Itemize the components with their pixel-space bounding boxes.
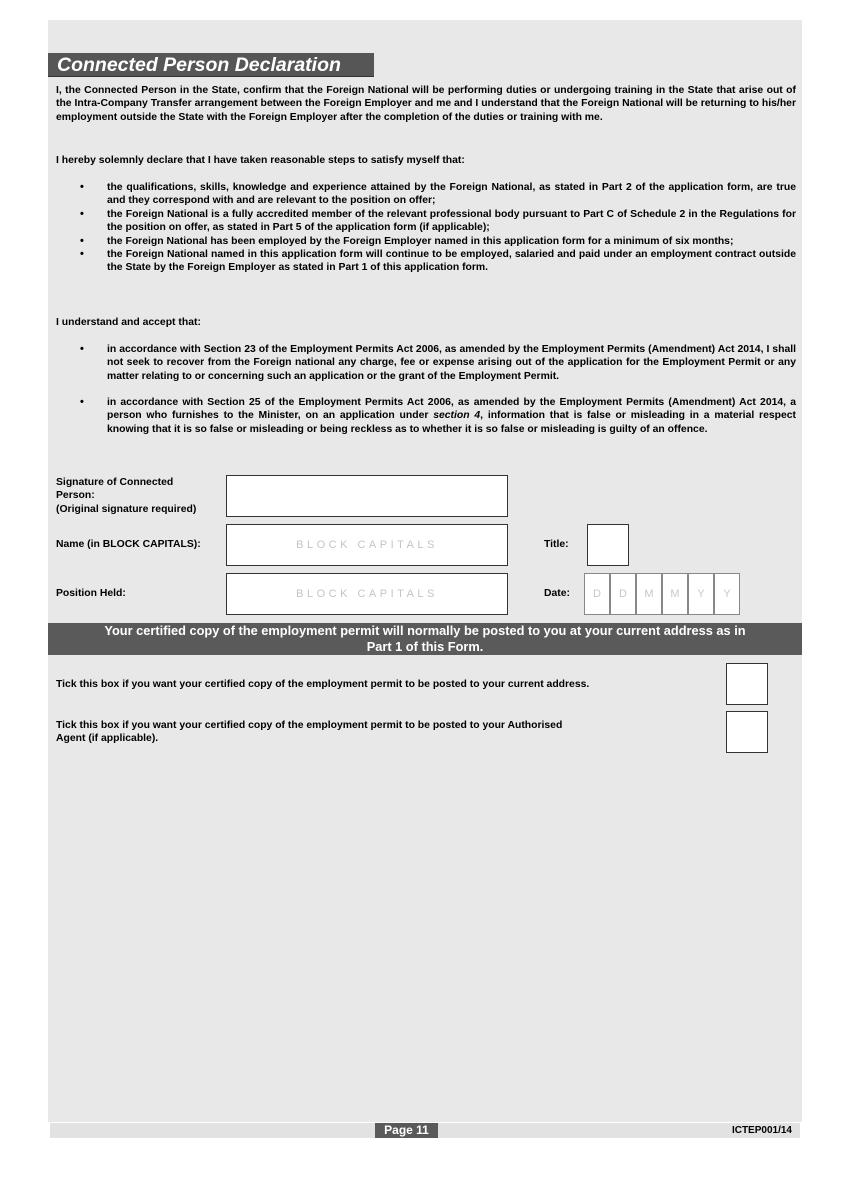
declare-list xyxy=(48,181,796,275)
date-year-2[interactable]: Y xyxy=(714,573,740,615)
form-page-panel xyxy=(48,20,802,1122)
declare-item-qualifications: • the qualifications, skills, knowledge and experience attained by the Foreign National, as stated in Part 2 of the application form, are true and they correspond with and are relevant to the position on offer; xyxy=(48,181,796,208)
current-address-checkbox[interactable] xyxy=(726,663,768,705)
accept-item-section-23: • in accordance with Section 23 of the Employment Permits Act 2006, as amended by the Employment Permits (Amendment) Act 2014, I shall not seek to recover from the Foreign national any charge, fee or expense arising out of the application for the Employment Permit or any matter relating to or concerning such an application or the grant of the Employment Permit. xyxy=(48,343,796,383)
declare-heading: I hereby solemnly declare that I have taken reasonable steps to satisfy myself that: xyxy=(56,155,465,166)
accept-item-section-25-before: in accordance with Section 25 of the Employment Permits Act 2006, as amended by the Employment Permits (Amendment) Act 2014, a person who furnishes to the Minister, on an application under xyxy=(107,397,796,422)
accept-item-section-25-after: , information that is false or misleading in a material respect knowing that it is so false or misleading or being reckless as to whether it is so false or misleading is guilty of an offence. xyxy=(107,410,796,435)
date-day-1[interactable]: D xyxy=(584,573,610,615)
accept-heading: I understand and accept that: xyxy=(56,317,201,328)
authorised-agent-checkbox[interactable] xyxy=(726,711,768,753)
name-field[interactable] xyxy=(226,524,508,566)
tick-agent-label xyxy=(56,719,562,746)
section-title: Connected Person Declaration xyxy=(48,53,374,77)
date-month-1[interactable]: M xyxy=(636,573,662,615)
position-label: Position Held: xyxy=(56,588,126,599)
signature-field[interactable] xyxy=(226,475,508,517)
signature-label-line-2: Person: xyxy=(56,490,95,502)
form-code: ICTEP001/14 xyxy=(731,1125,792,1136)
postal-notice-line-2: Part 1 of this Form. xyxy=(366,639,484,654)
postal-notice-line-1: Your certified copy of the employment permit will normally be posted to you at your current address as in xyxy=(104,623,746,638)
position-field[interactable] xyxy=(226,573,508,615)
date-label: Date: xyxy=(544,588,570,599)
intro-paragraph: I, the Connected Person in the State, confirm that the Foreign National will be performing duties or undergoing training in the State that arise out of the Intra-Company Transfer arrangement between the Foreign Employer and me and I understand that the Foreign National will be returning to his/her employment outside the State with the Foreign Employer after the completion of the duties or training with me. xyxy=(56,85,796,123)
date-month-2[interactable]: M xyxy=(662,573,688,615)
signature-label-line-1: Signature of Connected xyxy=(56,477,174,488)
postal-notice-bar xyxy=(48,623,802,655)
name-label: Name (in BLOCK CAPITALS): xyxy=(56,539,201,550)
tick-agent-label-line-2: Agent (if applicable). xyxy=(56,733,159,745)
declare-item-continued-employment: • the Foreign National named in this application form will continue to be employed, salaried and paid under an employment contract outside the State by the Foreign Employer as stated in Part 1 of this application form. xyxy=(48,248,796,275)
title-field[interactable] xyxy=(587,524,629,566)
accept-list-1 xyxy=(48,343,796,383)
title-label: Title: xyxy=(544,539,569,550)
accept-item-section-25-italic: section 4 xyxy=(433,410,481,422)
page-number: Page 11 xyxy=(375,1123,438,1138)
signature-label xyxy=(56,476,196,516)
position-field-placeholder: BLOCK CAPITALS xyxy=(296,588,438,600)
tick-agent-label-line-1: Tick this box if you want your certified copy of the employment permit to be posted to your Authorised xyxy=(56,720,563,731)
tick-current-address-label: Tick this box if you want your certified copy of the employment permit to be posted to your current address. xyxy=(56,679,590,690)
signature-label-line-3: (Original signature required) xyxy=(56,503,197,515)
declare-item-employment-duration: • the Foreign National has been employed by the Foreign Employer named in this application form for a minimum of six months; xyxy=(48,235,796,248)
name-field-placeholder: BLOCK CAPITALS xyxy=(296,539,438,551)
accept-list-2 xyxy=(48,396,796,436)
accept-item-section-25 xyxy=(48,396,796,436)
date-year-1[interactable]: Y xyxy=(688,573,714,615)
date-day-2[interactable]: D xyxy=(610,573,636,615)
declare-item-accreditation: • the Foreign National is a fully accredited member of the relevant professional body pursuant to Part C of Schedule 2 in the Regulations for the position on offer, as stated in Part 5 of the application form (if applicable); xyxy=(48,208,796,235)
